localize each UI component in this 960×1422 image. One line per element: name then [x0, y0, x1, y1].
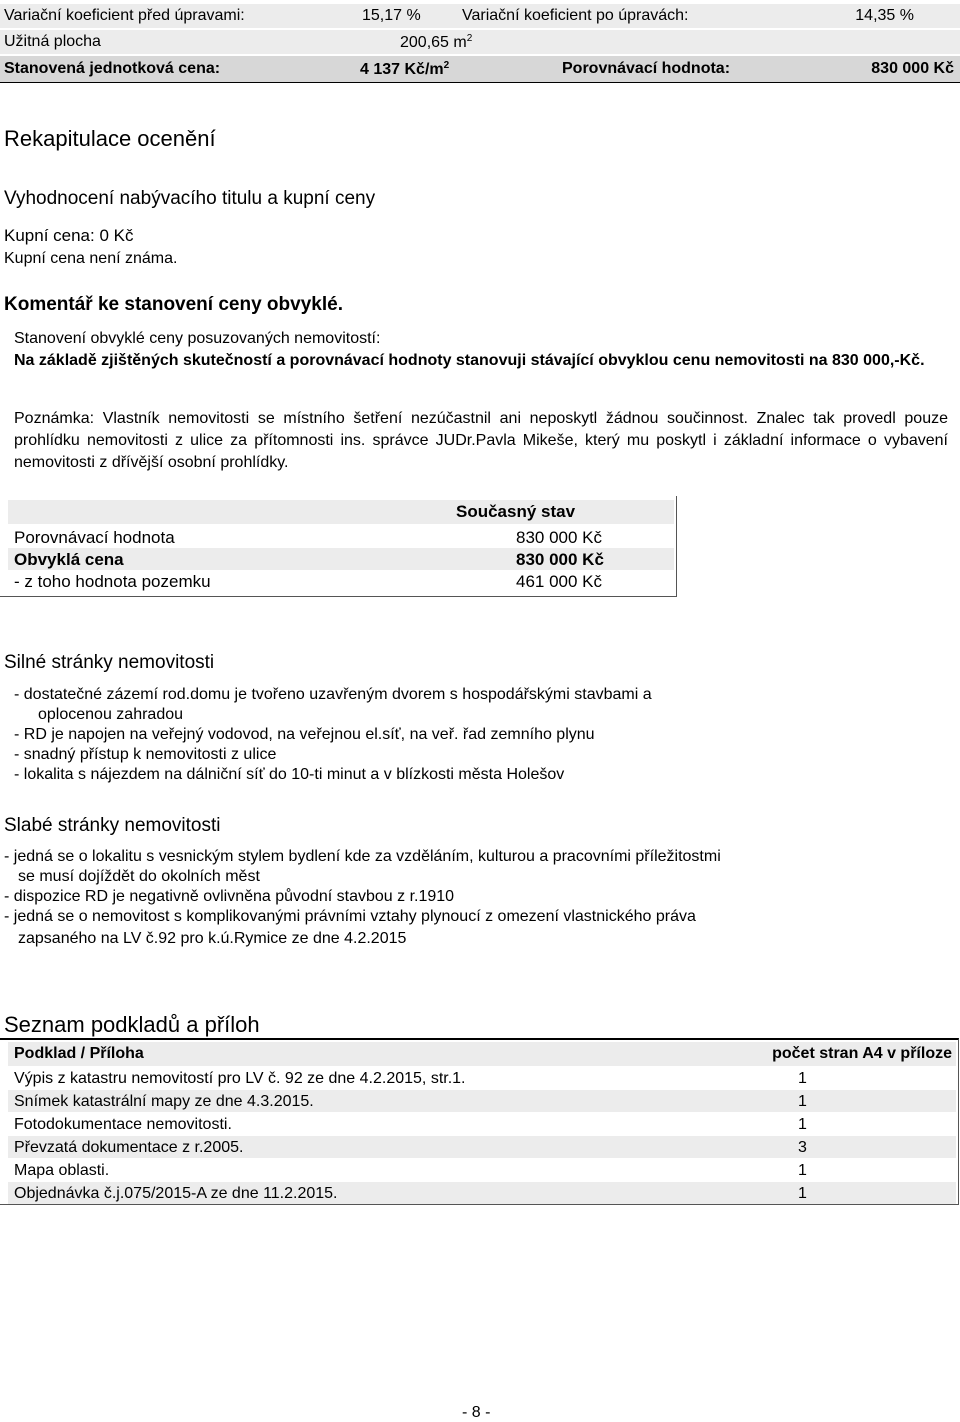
attachment-name: Výpis z katastru nemovitostí pro LV č. 92 ze dne 4.2.2015, str.1. [14, 1070, 466, 1087]
attachments-table [0, 1038, 959, 1205]
value-table-column-header: Současný stav [456, 502, 576, 521]
attachment-name: Fotodokumentace nemovitosti. [14, 1116, 232, 1133]
attachments-header-left: Podklad / Příloha [14, 1045, 144, 1062]
weaknesses-title: Slabé stránky nemovitosti [4, 815, 221, 836]
compare-label: Porovnávací hodnota: [562, 60, 731, 77]
acquisition-heading: Vyhodnocení nabývacího titulu a kupní ceny [4, 188, 376, 209]
attachment-pages: 3 [798, 1139, 807, 1156]
unit-price-number: 4 137 Kč/m [360, 61, 444, 78]
value-table-row-value: 461 000 Kč [516, 572, 603, 591]
var-after-label: Variační koeficient po úpravách: [462, 7, 689, 24]
strengths-line: - snadný přístup k nemovitosti z ulice [14, 746, 277, 763]
strengths-line: - dostatečné zázemí rod.domu je tvořeno uzavřeným dvorem s hospodářskými stavbami a [14, 686, 652, 703]
unit-price-value [360, 60, 449, 79]
weaknesses-line: - dispozice RD je negativně ovlivněna původní stavbou z r.1910 [4, 888, 455, 905]
valuation-statement: Na základě zjištěných skutečností a porovnávací hodnoty stanovuji stávající obvyklou cenu nemovitosti na 830 000,-Kč. [14, 352, 925, 369]
attachments-title: Seznam podkladů a příloh [4, 1012, 260, 1037]
strengths-line: - RD je napojen na veřejný vodovod, na veřejnou el.síť, na veř. řad zemního plynu [14, 726, 595, 743]
attachments-header-right: počet stran A4 v příloze [772, 1045, 952, 1062]
weaknesses-line: - jedná se o lokalitu s vesnickým stylem bydlení kde za vzděláním, kulturou a pracovními příležitostmi [4, 848, 721, 865]
purchase-price: Kupní cena: 0 Kč [4, 226, 134, 245]
area-value-number: 200,65 m [400, 34, 467, 51]
attachment-name: Převzatá dokumentace z r.2005. [14, 1139, 244, 1156]
unit-price-sup: 2 [443, 60, 450, 71]
recap-title: Rekapitulace ocenění [4, 126, 216, 151]
compare-value: 830 000 Kč [871, 60, 954, 77]
purchase-note: Kupní cena není známa. [4, 250, 178, 267]
value-table-row-label: Obvyklá cena [14, 550, 124, 569]
area-value [400, 33, 472, 52]
var-after-value: 14,35 % [855, 7, 914, 24]
weaknesses-line: se musí dojíždět do okolních měst [18, 868, 260, 885]
summary-row-area-bg [0, 30, 960, 54]
value-table [0, 496, 677, 597]
comment-heading: Komentář ke stanovení ceny obvyklé. [4, 294, 343, 315]
attachment-name: Mapa oblasti. [14, 1162, 110, 1179]
valuation-intro: Stanovení obvyklé ceny posuzovaných nemovitostí: [14, 330, 381, 347]
valuation-paragraph [14, 328, 948, 372]
area-label: Užitná plocha [4, 33, 101, 50]
var-before-label: Variační koeficient před úpravami: [4, 7, 245, 24]
strengths-line: - lokalita s nájezdem na dálniční síť do 10-ti minut a v blízkosti města Holešov [14, 766, 565, 783]
attachment-pages: 1 [798, 1070, 807, 1087]
unit-price-label: Stanovená jednotková cena: [4, 60, 221, 77]
page-number: - 8 - [462, 1404, 491, 1421]
attachment-pages: 1 [798, 1093, 807, 1110]
note-paragraph: Poznámka: Vlastník nemovitosti se místního šetření nezúčastnil ani neposkytl žádnou součinnost. Znalec tak provedl pouze prohlídku nemovitosti z ulice za přítomnosti ins. správce JUDr.Pavla Mikeše, který mu poskytl i základní informace o vybavení nemovitosti z dřívější osobní prohlídky. [14, 410, 948, 471]
value-table-row-label: - z toho hodnota pozemku [14, 572, 211, 591]
weaknesses-line: zapsaného na LV č.92 pro k.ú.Rymice ze dne 4.2.2015 [18, 930, 407, 947]
strengths-line: oplocenou zahradou [38, 706, 184, 723]
attachment-name: Snímek katastrální mapy ze dne 4.3.2015. [14, 1093, 314, 1110]
value-table-row-value: 830 000 Kč [516, 550, 604, 569]
area-unit-sup: 2 [466, 33, 473, 44]
attachment-pages: 1 [798, 1116, 807, 1133]
attachment-name: Objednávka č.j.075/2015-A ze dne 11.2.2015. [14, 1185, 338, 1202]
value-table-row-label: Porovnávací hodnota [14, 528, 175, 547]
attachment-pages: 1 [798, 1162, 807, 1179]
value-table-row-value: 830 000 Kč [516, 528, 603, 547]
strengths-title: Silné stránky nemovitosti [4, 652, 215, 673]
attachment-pages: 1 [798, 1185, 807, 1202]
var-before-value: 15,17 % [362, 7, 421, 24]
weaknesses-line: - jedná se o nemovitost s komplikovanými právními vztahy plynoucí z omezení vlastnického práva [4, 908, 696, 925]
